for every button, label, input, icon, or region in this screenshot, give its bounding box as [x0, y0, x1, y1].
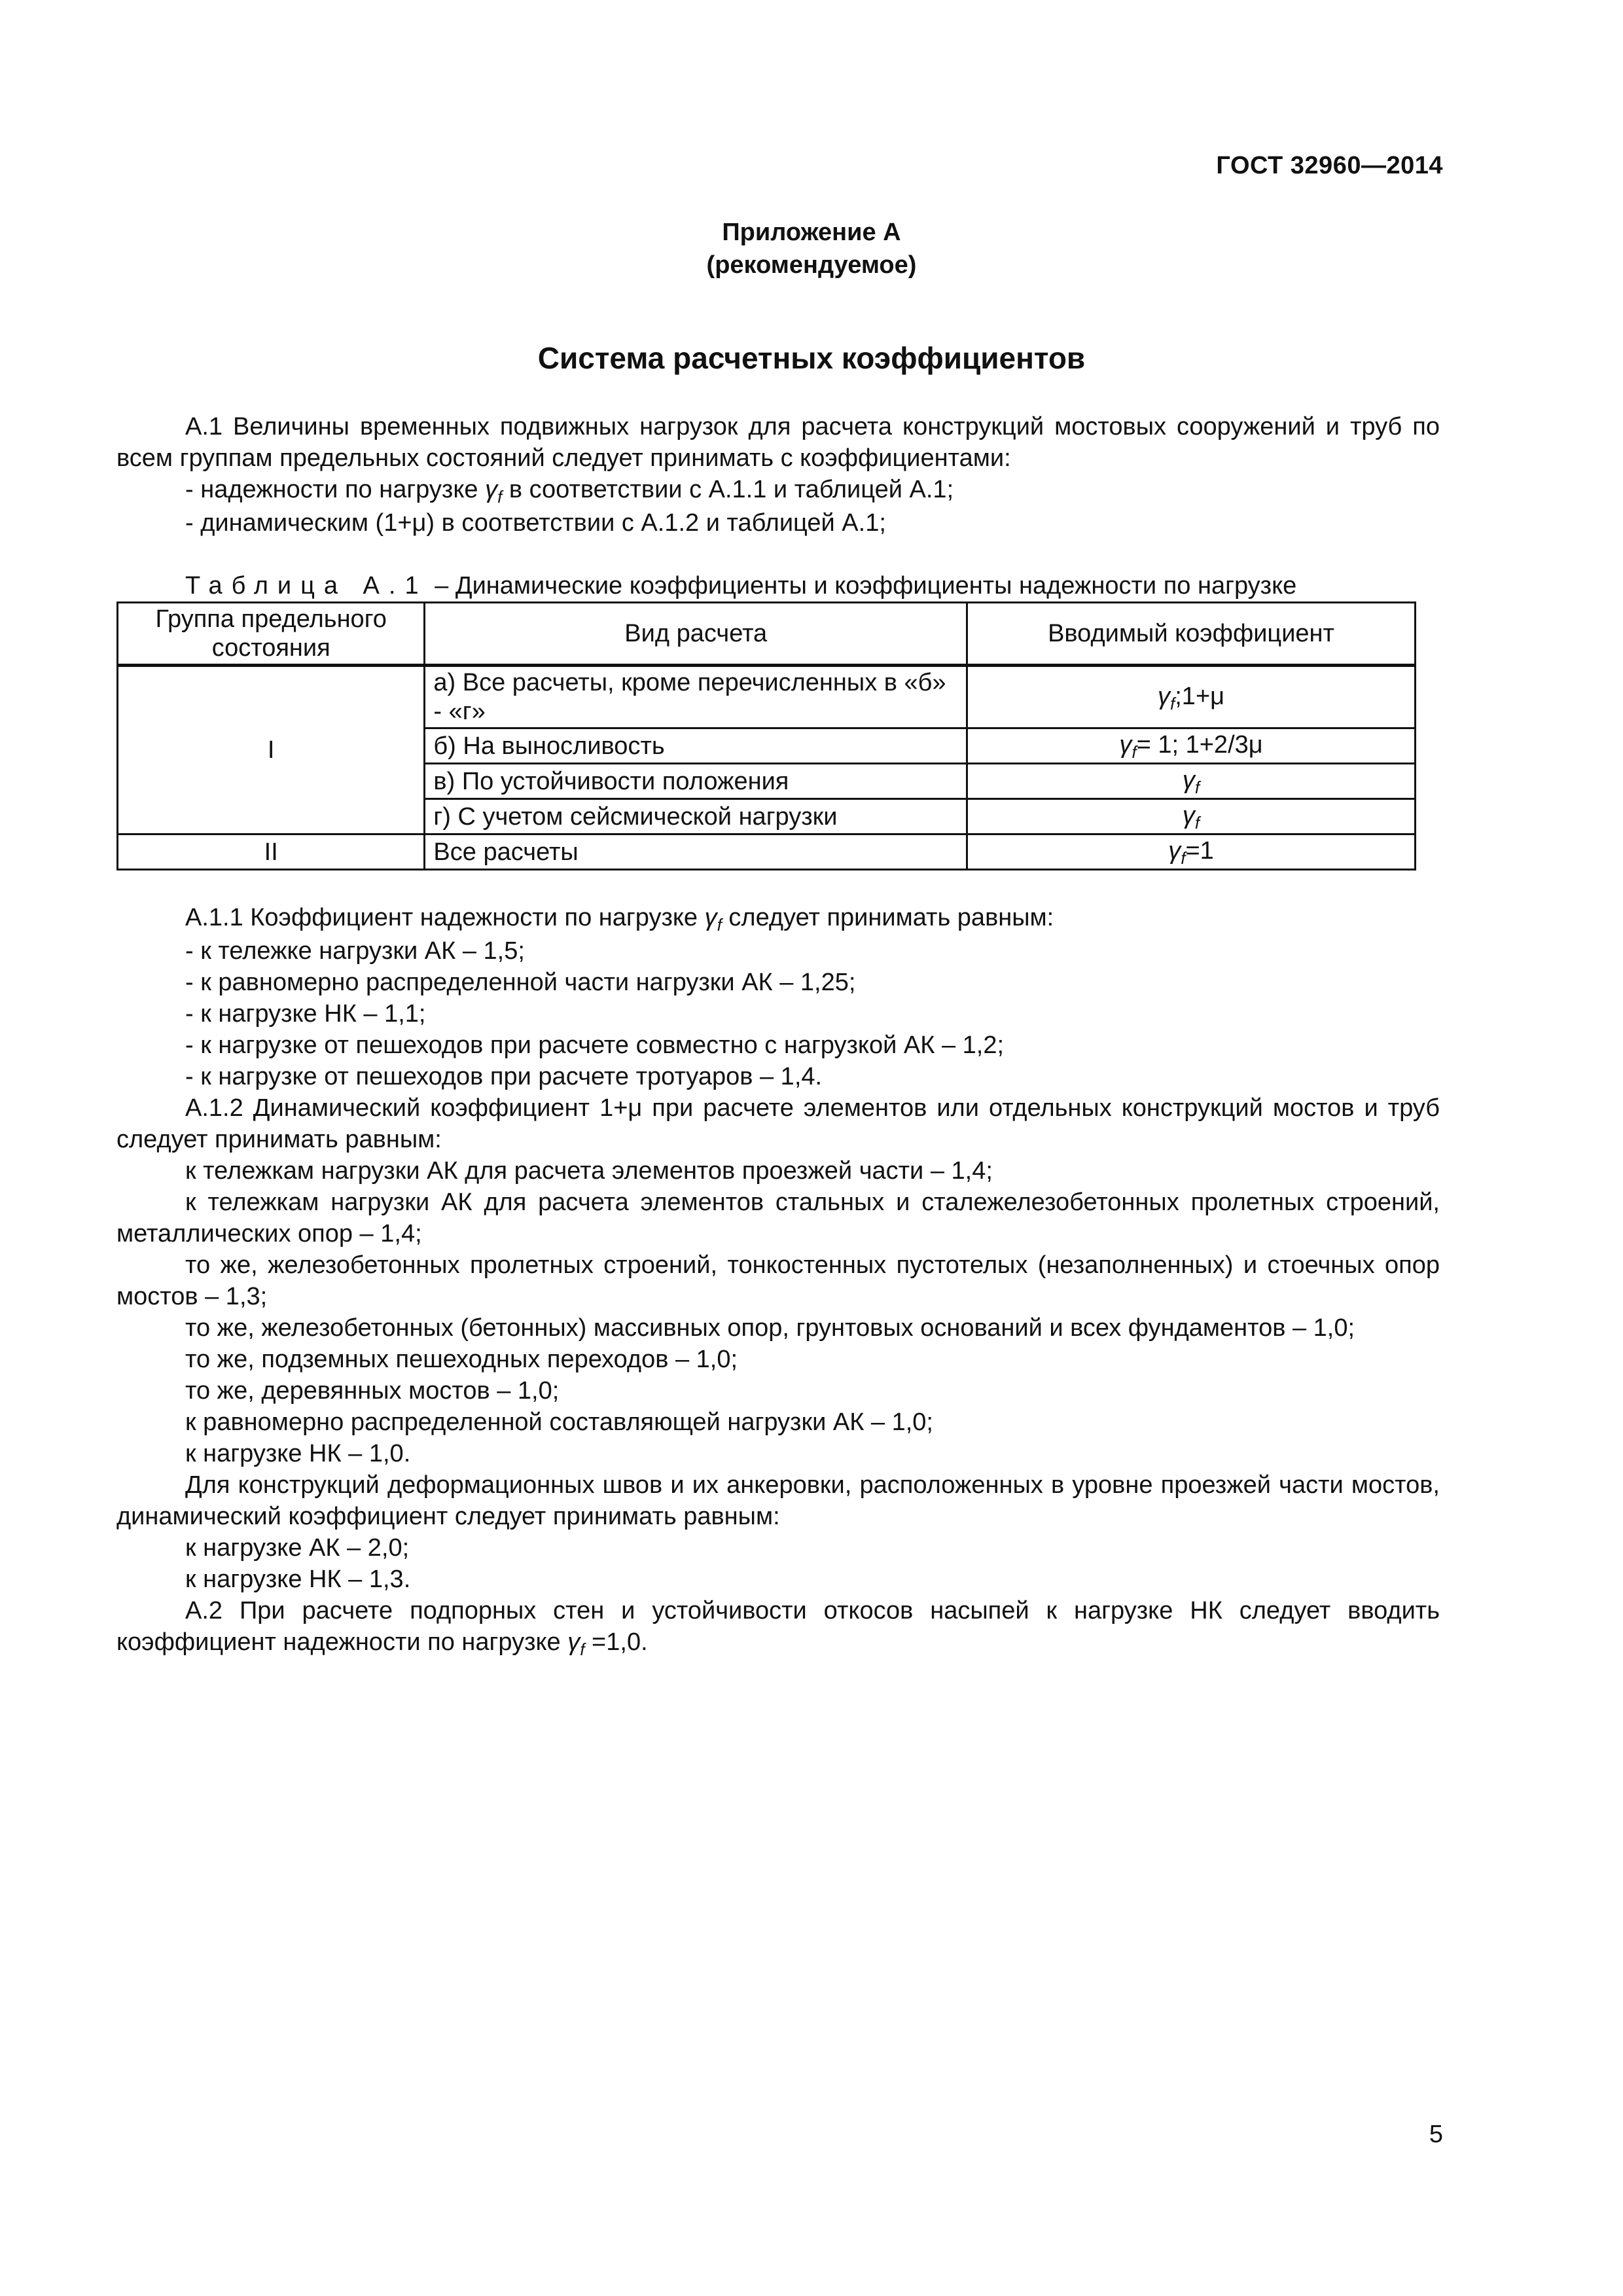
list-item: то же, железобетонных пролетных строений, тонкостенных пустотелых (незаполненных) и стоечных опор мостов – 1,3; [116, 1251, 1440, 1310]
table-header-cell: Группа предельного состояния [118, 603, 425, 666]
list-item: то же, деревянных мостов – 1,0; [185, 1377, 560, 1405]
main-content [116, 411, 1440, 1660]
page-number: 5 [1429, 2121, 1443, 2148]
calc-type-cell: Все расчеты [425, 834, 967, 870]
group-cell: II [118, 834, 425, 870]
coef-cell: $\gamma_f=1$ [967, 834, 1416, 870]
list-item: - к нагрузке НК – 1,1; [185, 1000, 426, 1028]
gamma-symbol: γ [485, 476, 498, 503]
list-item: к нагрузке НК – 1,0. [185, 1440, 411, 1467]
a11-intro: А.1.1 Коэффициент надежности по нагрузке $\gamma_f$ следует принимать равным: [185, 904, 1054, 935]
coef-cell: $\gamma_f$ [967, 764, 1416, 799]
calc-type-cell: в) По устойчивости положения [425, 764, 967, 799]
coef-cell: $\gamma_f= 1$; 1+2/3μ [967, 728, 1416, 764]
calc-type-cell: г) С учетом сейсмической нагрузки [425, 799, 967, 834]
coef-cell: $\gamma_f$ [967, 799, 1416, 834]
annex-status: (рекомендуемое) [706, 251, 917, 279]
calc-type-cell: б) На выносливость [425, 728, 967, 764]
table-header-cell: Вид расчета [425, 603, 967, 666]
table-caption-label: Таблица А.1 [185, 572, 428, 600]
intro-paragraph: А.1 Величины временных подвижных нагрузок для расчета конструкций мостовых сооружений и труб по всем группам предельных состояний следует принимать с коэффициентами: [116, 413, 1440, 472]
list-item: - к нагрузке от пешеходов при расчете тротуаров – 1,4. [185, 1063, 823, 1090]
table-header-row [118, 603, 1416, 666]
list-item: к равномерно распределенной составляющей нагрузки АК – 1,0; [185, 1408, 933, 1436]
group-cell: I [118, 666, 425, 834]
coefficients-table [116, 601, 1416, 870]
list-item: - к равномерно распределенной части нагрузки АК – 1,25; [185, 969, 856, 996]
list-item: к нагрузке АК – 2,0; [185, 1534, 410, 1562]
table-caption-text: – Динамические коэффициенты и коэффициенты надежности по нагрузке [427, 572, 1297, 600]
table-row [118, 834, 1416, 870]
gamma-subscript: f [497, 487, 503, 507]
spacer [116, 870, 1440, 902]
annex-title: Приложение А [722, 219, 901, 246]
doc-code: ГОСТ 32960—2014 [1216, 152, 1443, 179]
joints-intro: Для конструкций деформационных швов и их анкеровки, расположенных в уровне проезжей части мостов, динамический коэффициент следует принимать равным: [116, 1471, 1440, 1530]
table-row [118, 666, 1416, 728]
table-caption [116, 570, 1440, 601]
list-item: то же, подземных пешеходных переходов – 1,0; [185, 1346, 738, 1373]
page-title: Система расчетных коэффициентов [537, 341, 1086, 375]
list-item: к тележкам нагрузки АК для расчета элементов стальных и сталежелезобетонных пролетных строений, металлических опор – 1,4; [116, 1189, 1440, 1247]
list-item: к нагрузке НК – 1,3. [185, 1566, 411, 1593]
table-header-cell: Вводимый коэффициент [967, 603, 1416, 666]
annex-heading [0, 216, 1623, 281]
a12-intro: А.1.2 Динамический коэффициент 1+μ при расчете элементов или отдельных конструкций мостов и труб следует принимать равным: [116, 1094, 1440, 1153]
coef-cell: $\gamma_f;1+\mu$ [967, 666, 1416, 728]
list-item: - к тележке нагрузки АК – 1,5; [185, 937, 525, 965]
list-item: то же, железобетонных (бетонных) массивных опор, грунтовых оснований и всех фундаментов – 1,0; [185, 1314, 1355, 1342]
list-item: к тележкам нагрузки АК для расчета элементов проезжей части – 1,4; [185, 1157, 993, 1185]
spacer [116, 539, 1440, 570]
intro-list-item: - надежности по нагрузке $\gamma_f$ в соответствии с А.1.1 и таблицей А.1; [185, 476, 954, 507]
intro-list-item: - динамическим (1+μ) в соответствии с А.1.2 и таблицей А.1; [185, 509, 886, 537]
calc-type-cell: а) Все расчеты, кроме перечисленных в «б» - «г» [425, 666, 967, 728]
list-item: - к нагрузке от пешеходов при расчете совместно с нагрузкой АК – 1,2; [185, 1031, 1005, 1059]
a2-paragraph: А.2 При расчете подпорных стен и устойчивости откосов насыпей к нагрузке НК следует вводить коэффициент надежности по нагрузке $\gamma_f =1,0$. [116, 1597, 1440, 1659]
